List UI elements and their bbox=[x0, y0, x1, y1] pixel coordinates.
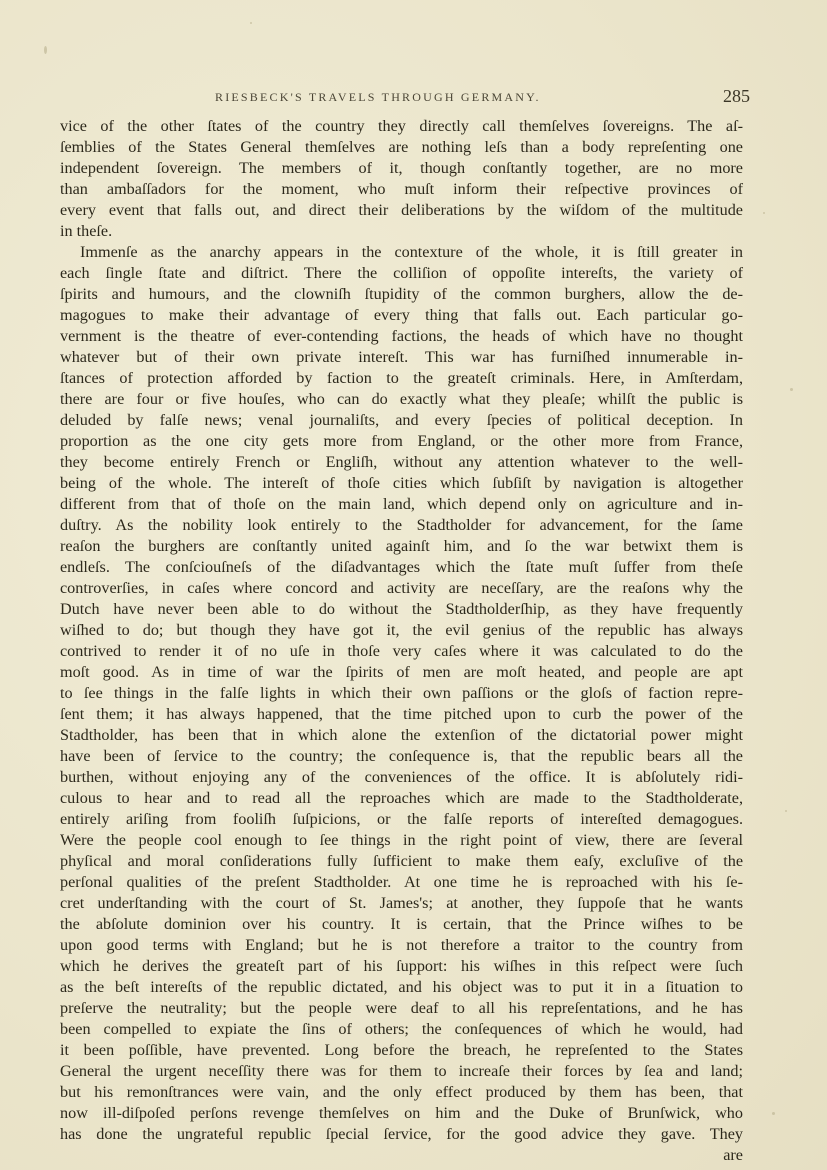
text-line: contrived to render it of no uſe in thoſe very caſes where it was calculated to do the bbox=[60, 642, 743, 660]
text-line: ſemblies of the States General themſelves are nothing leſs than a body repreſenting one bbox=[60, 138, 743, 156]
text-line: now ill-diſpoſed perſons revenge themſelves on him and the Duke of Brunſwick, who bbox=[60, 1104, 743, 1122]
text-line: every event that falls out, and direct their deliberations by the wiſdom of the multitude bbox=[60, 201, 743, 219]
text-line: cret underſtanding with the court of St. James's; at another, they ſuppoſe that he wants bbox=[60, 894, 743, 912]
text-line: deluded by falſe news; venal journaliſts, and every ſpecies of political deception. In bbox=[60, 411, 743, 429]
text-line: the abſolute dominion over his country. It is certain, that the Prince wiſhes to be bbox=[60, 915, 743, 933]
paper-speck bbox=[772, 1112, 775, 1115]
text-line: to ſee things in the falſe lights in which their own paſſions or the gloſs of faction repre- bbox=[60, 684, 743, 702]
text-line: whatever but of their own private intereſt. This war has furniſhed innumerable in- bbox=[60, 348, 743, 366]
text-line: preſerve the neutrality; but the people were deaf to all his repreſentations, and he has bbox=[60, 999, 743, 1017]
text-line: wiſhed to do; but though they have got it, the evil genius of the republic has always bbox=[60, 621, 743, 639]
running-head bbox=[60, 88, 748, 110]
text-line: ſpirits and humours, and the clowniſh ſtupidity of the common burghers, allow the de- bbox=[60, 285, 743, 303]
paper-speck bbox=[790, 388, 793, 391]
text-line: it been poſſible, have prevented. Long before the breach, he repreſented to the States bbox=[60, 1041, 743, 1059]
text-line: Dutch have never been able to do without the Stadtholderſhip, as they have frequently bbox=[60, 600, 743, 618]
catchword: are bbox=[723, 1146, 743, 1164]
text-line: different from that of thoſe on the main land, which depend only on agriculture and in- bbox=[60, 495, 743, 513]
text-line: Stadtholder, has been that in which alone the extenſion of the dictatorial power might bbox=[60, 726, 743, 744]
text-line: magogues to make their advantage of every thing that falls out. Each particular go- bbox=[60, 306, 743, 324]
running-title: RIESBECK'S TRAVELS THROUGH GERMANY. bbox=[215, 90, 541, 104]
text-line: proportion as the one city gets more from England, or the other more from France, bbox=[60, 432, 743, 450]
text-line: in theſe. bbox=[60, 222, 113, 240]
paper-speck bbox=[250, 22, 252, 24]
text-line: moſt good. As in time of war the ſpirits of men are moſt heated, and people are apt bbox=[60, 663, 743, 681]
text-line: upon good terms with England; but he is not therefore a traitor to the country from bbox=[60, 936, 743, 954]
text-line: been compelled to expiate the ſins of others; the conſequences of which he would, had bbox=[60, 1020, 743, 1038]
text-line: ſtances of protection afforded by faction to the greateſt criminals. Here, in Amſterdam, bbox=[60, 369, 743, 387]
text-line: vernment is the theatre of ever-contending factions, the heads of which have no thought bbox=[60, 327, 743, 345]
text-line: Were the people cool enough to ſee things in the right point of view, there are ſeveral bbox=[60, 831, 743, 849]
page-number: 285 bbox=[723, 86, 750, 106]
text-line: have been of ſervice to the country; the conſequence is, that the republic bears all the bbox=[60, 747, 743, 765]
text-line: reaſon the burghers are conſtantly united againſt him, and ſo the war betwixt them is bbox=[60, 537, 743, 555]
paper-speck bbox=[763, 212, 765, 214]
text-line: phyſical and moral conſiderations fully ſufficient to make them eaſy, excluſive of the bbox=[60, 852, 743, 870]
body-text bbox=[60, 116, 743, 1166]
text-line: than ambaſſadors for the moment, who muſt inform their reſpective provinces of bbox=[60, 180, 743, 198]
paper-speck bbox=[785, 810, 787, 812]
text-line: as the beſt intereſts of the republic dictated, and his object was to put it in a ſituation to bbox=[60, 978, 743, 996]
text-line: each ſingle ſtate and diſtrict. There the colliſion of oppoſite intereſts, the variety of bbox=[60, 264, 743, 282]
text-line: they become entirely French or Engliſh, without any attention whatever to the well- bbox=[60, 453, 743, 471]
text-line: General the urgent neceſſity there was for them to increaſe their forces by ſea and land; bbox=[60, 1062, 743, 1080]
text-line: but his remonſtrances were vain, and the only effect produced by them has been, that bbox=[60, 1083, 743, 1101]
text-line: which he derives the greateſt part of his ſupport: his wiſhes in this reſpect were ſuch bbox=[60, 957, 743, 975]
text-line: culous to hear and to read all the reproaches which are made to the Stadtholderate, bbox=[60, 789, 743, 807]
text-line: being of the whole. The intereſt of thoſe cities which ſubſiſt by navigation is altogether bbox=[60, 474, 743, 492]
paragraph-start-line: Immenſe as the anarchy appears in the contexture of the whole, it is ſtill greater in bbox=[80, 243, 743, 261]
text-line: there are four or five houſes, who can do exactly what they pleaſe; whilſt the public is bbox=[60, 390, 743, 408]
text-line: endleſs. The conſciouſneſs of the diſadvantages which the ſtate muſt ſuffer from theſe bbox=[60, 558, 743, 576]
text-line: vice of the other ſtates of the country they directly call themſelves ſovereigns. The aſ- bbox=[60, 117, 743, 135]
text-line: independent ſovereign. The members of it, though conſtantly together, are no more bbox=[60, 159, 743, 177]
text-line: duſtry. As the nobility look entirely to the Stadtholder for advancement, for the ſame bbox=[60, 516, 743, 534]
text-line: perſonal qualities of the preſent Stadtholder. At one time he is reproached with his ſe- bbox=[60, 873, 743, 891]
text-line: has done the ungrateful republic ſpecial ſervice, for the good advice they gave. They bbox=[60, 1125, 743, 1143]
text-line: burthen, without enjoying any of the conveniences of the office. It is abſolutely ridi- bbox=[60, 768, 743, 786]
text-line: ſent them; it has always happened, that the time pitched upon to curb the power of the bbox=[60, 705, 743, 723]
paper-speck bbox=[44, 46, 47, 54]
text-line: controverſies, in caſes where concord and activity are neceſſary, are the reaſons why the bbox=[60, 579, 743, 597]
text-line: entirely ariſing from fooliſh ſuſpicions, or the falſe reports of intereſted demagogues. bbox=[60, 810, 743, 828]
